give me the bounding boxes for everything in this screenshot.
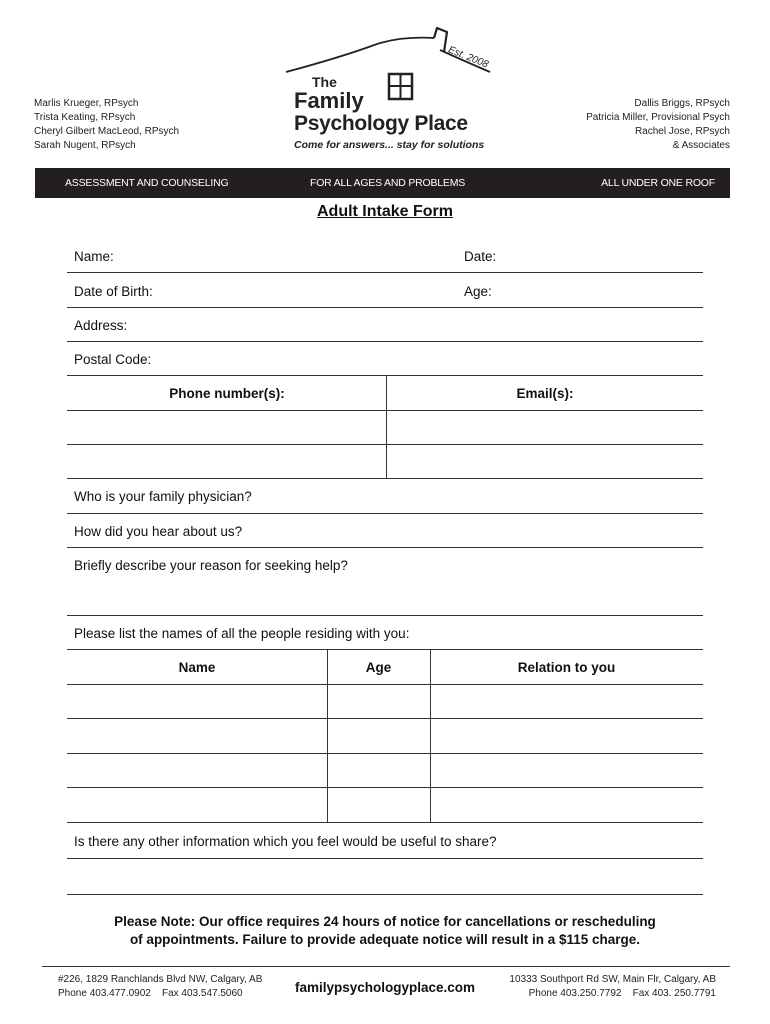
residents-name-header: Name [178, 660, 216, 675]
footer-office-right [509, 973, 716, 1001]
residents-table-header [67, 649, 703, 685]
contact-table-row[interactable] [67, 444, 703, 479]
staff-list-right [586, 97, 730, 153]
other-info-field[interactable] [67, 822, 703, 859]
referral-source-field[interactable] [67, 513, 703, 548]
postal-code-field[interactable] [67, 341, 703, 376]
form-title: Adult Intake Form [316, 203, 453, 220]
footer-divider [42, 966, 730, 967]
email-header: Email(s): [516, 386, 574, 401]
residents-table-row[interactable] [67, 787, 703, 823]
postal-code-label: Postal Code: [74, 352, 152, 367]
residents-table-row[interactable] [67, 684, 703, 719]
contact-table-divider [386, 376, 387, 478]
footer-phone: Phone 403.477.0902 Fax 403.547.5060 [58, 988, 243, 999]
residents-table-row[interactable] [67, 753, 703, 788]
address-label: Address: [74, 318, 128, 333]
staff-name: Patricia Miller, Provisional Psych [586, 112, 730, 123]
other-info-label: Is there any other information which you feel would be useful to share? [74, 834, 497, 849]
footer-address: #226, 1829 Ranchlands Blvd NW, Calgary, AB [58, 974, 263, 985]
residents-question [67, 615, 703, 650]
residents-relation-header: Relation to you [517, 660, 616, 675]
other-info-answer-line[interactable] [67, 858, 703, 895]
date-label: Date: [464, 249, 497, 264]
banner-text-middle: FOR ALL AGES AND PROBLEMS [310, 177, 466, 189]
note-line: of appointments. Failure to provide adequate notice will result in a $115 charge. [129, 932, 641, 947]
staff-list-left [34, 97, 179, 153]
staff-name: Dallis Briggs, RPsych [634, 98, 730, 109]
family-psychology-place-logo [282, 22, 494, 157]
services-banner [35, 168, 730, 198]
family-physician-field[interactable] [67, 478, 703, 514]
banner-text-right: ALL UNDER ONE ROOF [601, 177, 715, 189]
residents-table-divider [327, 650, 328, 822]
address-field[interactable] [67, 307, 703, 342]
window-icon [387, 72, 415, 102]
footer-website: familypsychologyplace.com [294, 980, 476, 995]
contact-table-header [67, 375, 703, 411]
referral-source-label: How did you hear about us? [74, 524, 243, 539]
established-year: Est. 2008 [446, 44, 490, 71]
staff-name: Sarah Nugent, RPsych [34, 140, 136, 151]
note-line: Please Note: Our office requires 24 hours of notice for cancellations or rescheduling [114, 914, 656, 929]
logo-word-family: Family [294, 88, 364, 113]
family-physician-label: Who is your family physician? [74, 489, 252, 504]
residents-label: Please list the names of all the people residing with you: [74, 626, 410, 641]
logo-tagline: Come for answers... stay for solutions [294, 139, 485, 151]
cancellation-policy-note [0, 913, 770, 949]
dob-label: Date of Birth: [74, 284, 153, 299]
name-date-field-row[interactable] [67, 240, 703, 273]
footer-address: 10333 Southport Rd SW, Main Flr, Calgary, AB [509, 974, 716, 985]
age-label: Age: [464, 284, 492, 299]
footer-phone: Phone 403.250.7792 Fax 403. 250.7791 [528, 988, 716, 999]
staff-name: Cheryl Gilbert MacLeod, RPsych [34, 126, 180, 137]
reason-label: Briefly describe your reason for seeking help? [74, 558, 348, 573]
residents-age-header: Age [365, 660, 392, 675]
phone-header: Phone number(s): [169, 386, 285, 401]
staff-name: Trista Keating, RPsych [34, 112, 136, 123]
dob-age-field-row[interactable] [67, 272, 703, 308]
name-label: Name: [74, 249, 114, 264]
residents-table-row[interactable] [67, 718, 703, 754]
staff-name: Rachel Jose, RPsych [634, 126, 730, 137]
residents-table-divider [430, 650, 431, 822]
logo-word-psychology-place: Psychology Place [294, 112, 468, 135]
staff-name: & Associates [672, 140, 730, 151]
banner-text-left: ASSESSMENT AND COUNSELING [65, 177, 229, 189]
contact-table-row[interactable] [67, 410, 703, 445]
logo-word-the: The [312, 74, 337, 90]
reason-field[interactable] [67, 547, 703, 616]
staff-name: Marlis Krueger, RPsych [34, 98, 139, 109]
